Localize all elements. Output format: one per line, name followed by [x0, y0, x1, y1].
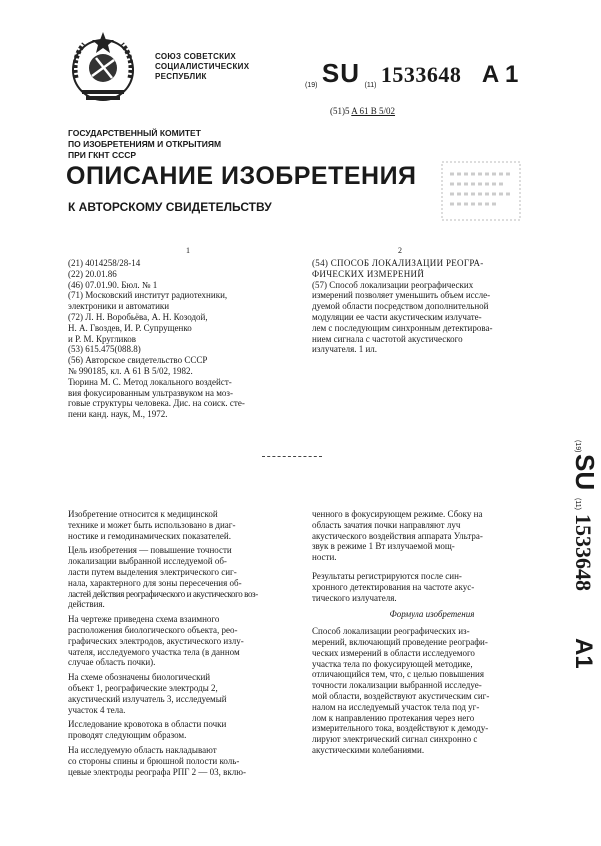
text-line: звук в режиме 1 Вт излучаемой мощ- — [312, 541, 455, 552]
text-line: акустическими колебаниями. — [312, 744, 425, 755]
biblio-line: Тюрина М. С. Метод локального воздейст- — [68, 376, 232, 387]
description-left-column — [68, 505, 303, 781]
abstract-title-line: (54) СПОСОБ ЛОКАЛИЗАЦИИ РЕОГРА- — [312, 258, 484, 268]
description-right-column — [312, 505, 552, 756]
country-block — [155, 52, 249, 82]
abstract-line: нием сигнала с частотой акустического — [312, 333, 463, 344]
section-divider — [262, 456, 322, 457]
abstract-line: измерений позволяет уменьшить объем иссле- — [312, 290, 491, 301]
text-line: Цель изобретения — повышение точности — [68, 545, 232, 556]
committee-line: ПРИ ГКНТ СССР — [68, 150, 137, 160]
biblio-line: Н. А. Гвоздев, И. Р. Супрущенко — [68, 322, 192, 333]
document-subtitle: К АВТОРСКОМУ СВИДЕТЕЛЬСТВУ — [68, 200, 272, 214]
text-line: мерений, включающий проведение реографи- — [312, 636, 488, 647]
text-line: ченного в фокусирующем режиме. Сбоку на — [312, 509, 483, 519]
ipc-prefix: (51)5 — [330, 106, 350, 116]
text-line: ностике и гемодинамических показателей. — [68, 530, 231, 541]
abstract-line: (57) Способ локализации реографических — [312, 279, 474, 290]
abstract — [312, 258, 552, 355]
biblio-line: и Р. М. Кругликов — [68, 333, 137, 344]
text-line: нала, характерного для зоны пересечения об- — [68, 577, 242, 588]
text-line: акустический излучатель 3, исследуемый — [68, 693, 227, 704]
text-line: область зачатия почки направляют луч — [312, 519, 461, 530]
union-line: РЕСПУБЛИК — [155, 72, 207, 81]
side-patent-number — [540, 438, 600, 698]
text-line: измерительного тока, воздействуют к демоду- — [312, 723, 489, 734]
text-line: Результаты регистрируются после син- — [312, 570, 462, 581]
text-line: На исследуемую область накладывают — [68, 744, 217, 755]
text-line: лируют электрический сигнал синхронно с — [312, 734, 478, 745]
biblio-line: (21) 4014258/28-14 — [68, 258, 141, 268]
text-line: Исследование кровотока в области почки — [68, 719, 227, 730]
text-line: локализации выбранной исследуемой об- — [68, 556, 227, 567]
text-line: расположения биологического объекта, рео- — [68, 624, 238, 635]
text-line: ластей действия реографического и акустического воз- — [68, 588, 258, 599]
committee-line: ПО ИЗОБРЕТЕНИЯМ И ОТКРЫТИЯМ — [68, 139, 222, 149]
patent-kind: A 1 — [481, 61, 519, 88]
biblio-line: (71) Московский институт радиотехники, — [68, 290, 228, 301]
text-line: хронного детектирования на частоте акус- — [312, 581, 475, 592]
biblio-line: (56) Авторское свидетельство СССР — [68, 355, 208, 366]
text-line: проводят следующим образом. — [68, 730, 187, 741]
biblio-line: пени канд. наук, М., 1972. — [68, 409, 168, 420]
union-line: СОЦИАЛИСТИЧЕСКИХ — [155, 62, 250, 71]
column-number: 2 — [398, 246, 402, 255]
document-title: ОПИСАНИЕ ИЗОБРЕТЕНИЯ — [66, 162, 417, 190]
committee-block — [68, 128, 221, 161]
patent-number-block — [305, 58, 518, 89]
text-line: лом к направлению протекания через него — [312, 712, 475, 723]
ipc-classification — [330, 106, 395, 116]
text-line: На чертеже приведена схема взаимного — [68, 614, 220, 625]
text-line: технике и может быть использовано в диаг- — [68, 519, 236, 530]
text-line: Изобретение относится к медицинской — [68, 509, 218, 519]
abstract-line: лем с последующим синхронным детектирова- — [312, 322, 493, 333]
text-line: налом на исследуемый участок тела под уг- — [312, 701, 480, 712]
text-line: отличающийся тем, что, с целью повышения — [312, 669, 484, 680]
text-line: чателя, исследуемого участка тела (в данном — [68, 646, 240, 657]
side-code-11: (11) — [574, 498, 581, 510]
patent-number: 1533648 — [380, 62, 462, 87]
text-line: участок 4 тела. — [68, 704, 126, 715]
committee-line: ГОСУДАРСТВЕННЫЙ КОМИТЕТ — [68, 128, 201, 138]
side-patent-number-text: 1533648 — [571, 514, 596, 591]
column-number: 1 — [186, 246, 190, 255]
text-line: ческих измерений в области исследуемого — [312, 647, 475, 658]
text-line: графических электродов, акустического излу- — [68, 635, 244, 646]
text-line: объект 1, реографические электроды 2, — [68, 682, 218, 693]
text-line: Способ локализации реографических из- — [312, 626, 470, 637]
text-line: ности. — [312, 552, 337, 563]
abstract-title-line: ФИЧЕСКИХ ИЗМЕРЕНИЙ — [312, 268, 425, 279]
text-line: цевые электроды реографа РПГ 2 — 03, вклю- — [68, 766, 247, 777]
text-line: со стороны спины и брюшной полости коль- — [68, 755, 240, 766]
biblio-line: вия фокусированным ультразвуком на моз- — [68, 387, 233, 398]
formula-heading: Формула изобретения — [389, 609, 475, 620]
text-line: На схеме обозначены биологический — [68, 672, 211, 683]
side-code-19: (19) — [574, 440, 581, 453]
text-line: случае область почки). — [68, 657, 156, 668]
biblio-line: (53) 615.475(088.8) — [68, 344, 141, 355]
code-19: (19) — [305, 82, 318, 89]
bibliographic-data — [68, 258, 303, 420]
text-line: участка тела по фокусирующей методике, — [312, 658, 473, 669]
ussr-emblem-icon — [62, 28, 144, 110]
code-11: (11) — [364, 82, 377, 89]
abstract-line: дуемой области посредством дополнительной — [312, 301, 489, 312]
side-patent-kind: A1 — [570, 638, 597, 669]
abstract-line: излучателя. 1 ил. — [312, 344, 378, 355]
text-line: ласти путем выделения электрического сиг- — [68, 566, 237, 577]
biblio-line: № 990185, кл. А 61 В 5/02, 1982. — [68, 365, 193, 376]
text-line: действия. — [68, 599, 105, 610]
text-line: мой области, воздействуют акустическим сиг- — [312, 690, 490, 701]
text-line: акустического воздействия аппарата Ультра- — [312, 530, 483, 541]
ipc-class: A 61 B 5/02 — [351, 106, 396, 116]
text-line: точности локализации выбранной исследуе- — [312, 680, 482, 691]
biblio-line: (46) 07.01.90. Бюл. № 1 — [68, 279, 158, 290]
biblio-line: (22) 20.01.86 — [68, 268, 117, 279]
formula-text — [312, 626, 552, 756]
text-line: тического излучателя. — [312, 592, 397, 603]
biblio-line: электроники и автоматики — [68, 301, 170, 312]
union-line: СОЮЗ СОВЕТСКИХ — [155, 52, 237, 61]
country-code: SU — [321, 58, 361, 88]
side-country-code: SU — [570, 454, 600, 491]
library-stamp-icon — [440, 160, 522, 222]
biblio-line: говые структуры человека. Дис. на соиск. сте- — [68, 398, 245, 409]
abstract-line: модуляции ее части акустическим излучате- — [312, 311, 482, 322]
biblio-line: (72) Л. Н. Воробьёва, А. Н. Козодой, — [68, 311, 208, 322]
